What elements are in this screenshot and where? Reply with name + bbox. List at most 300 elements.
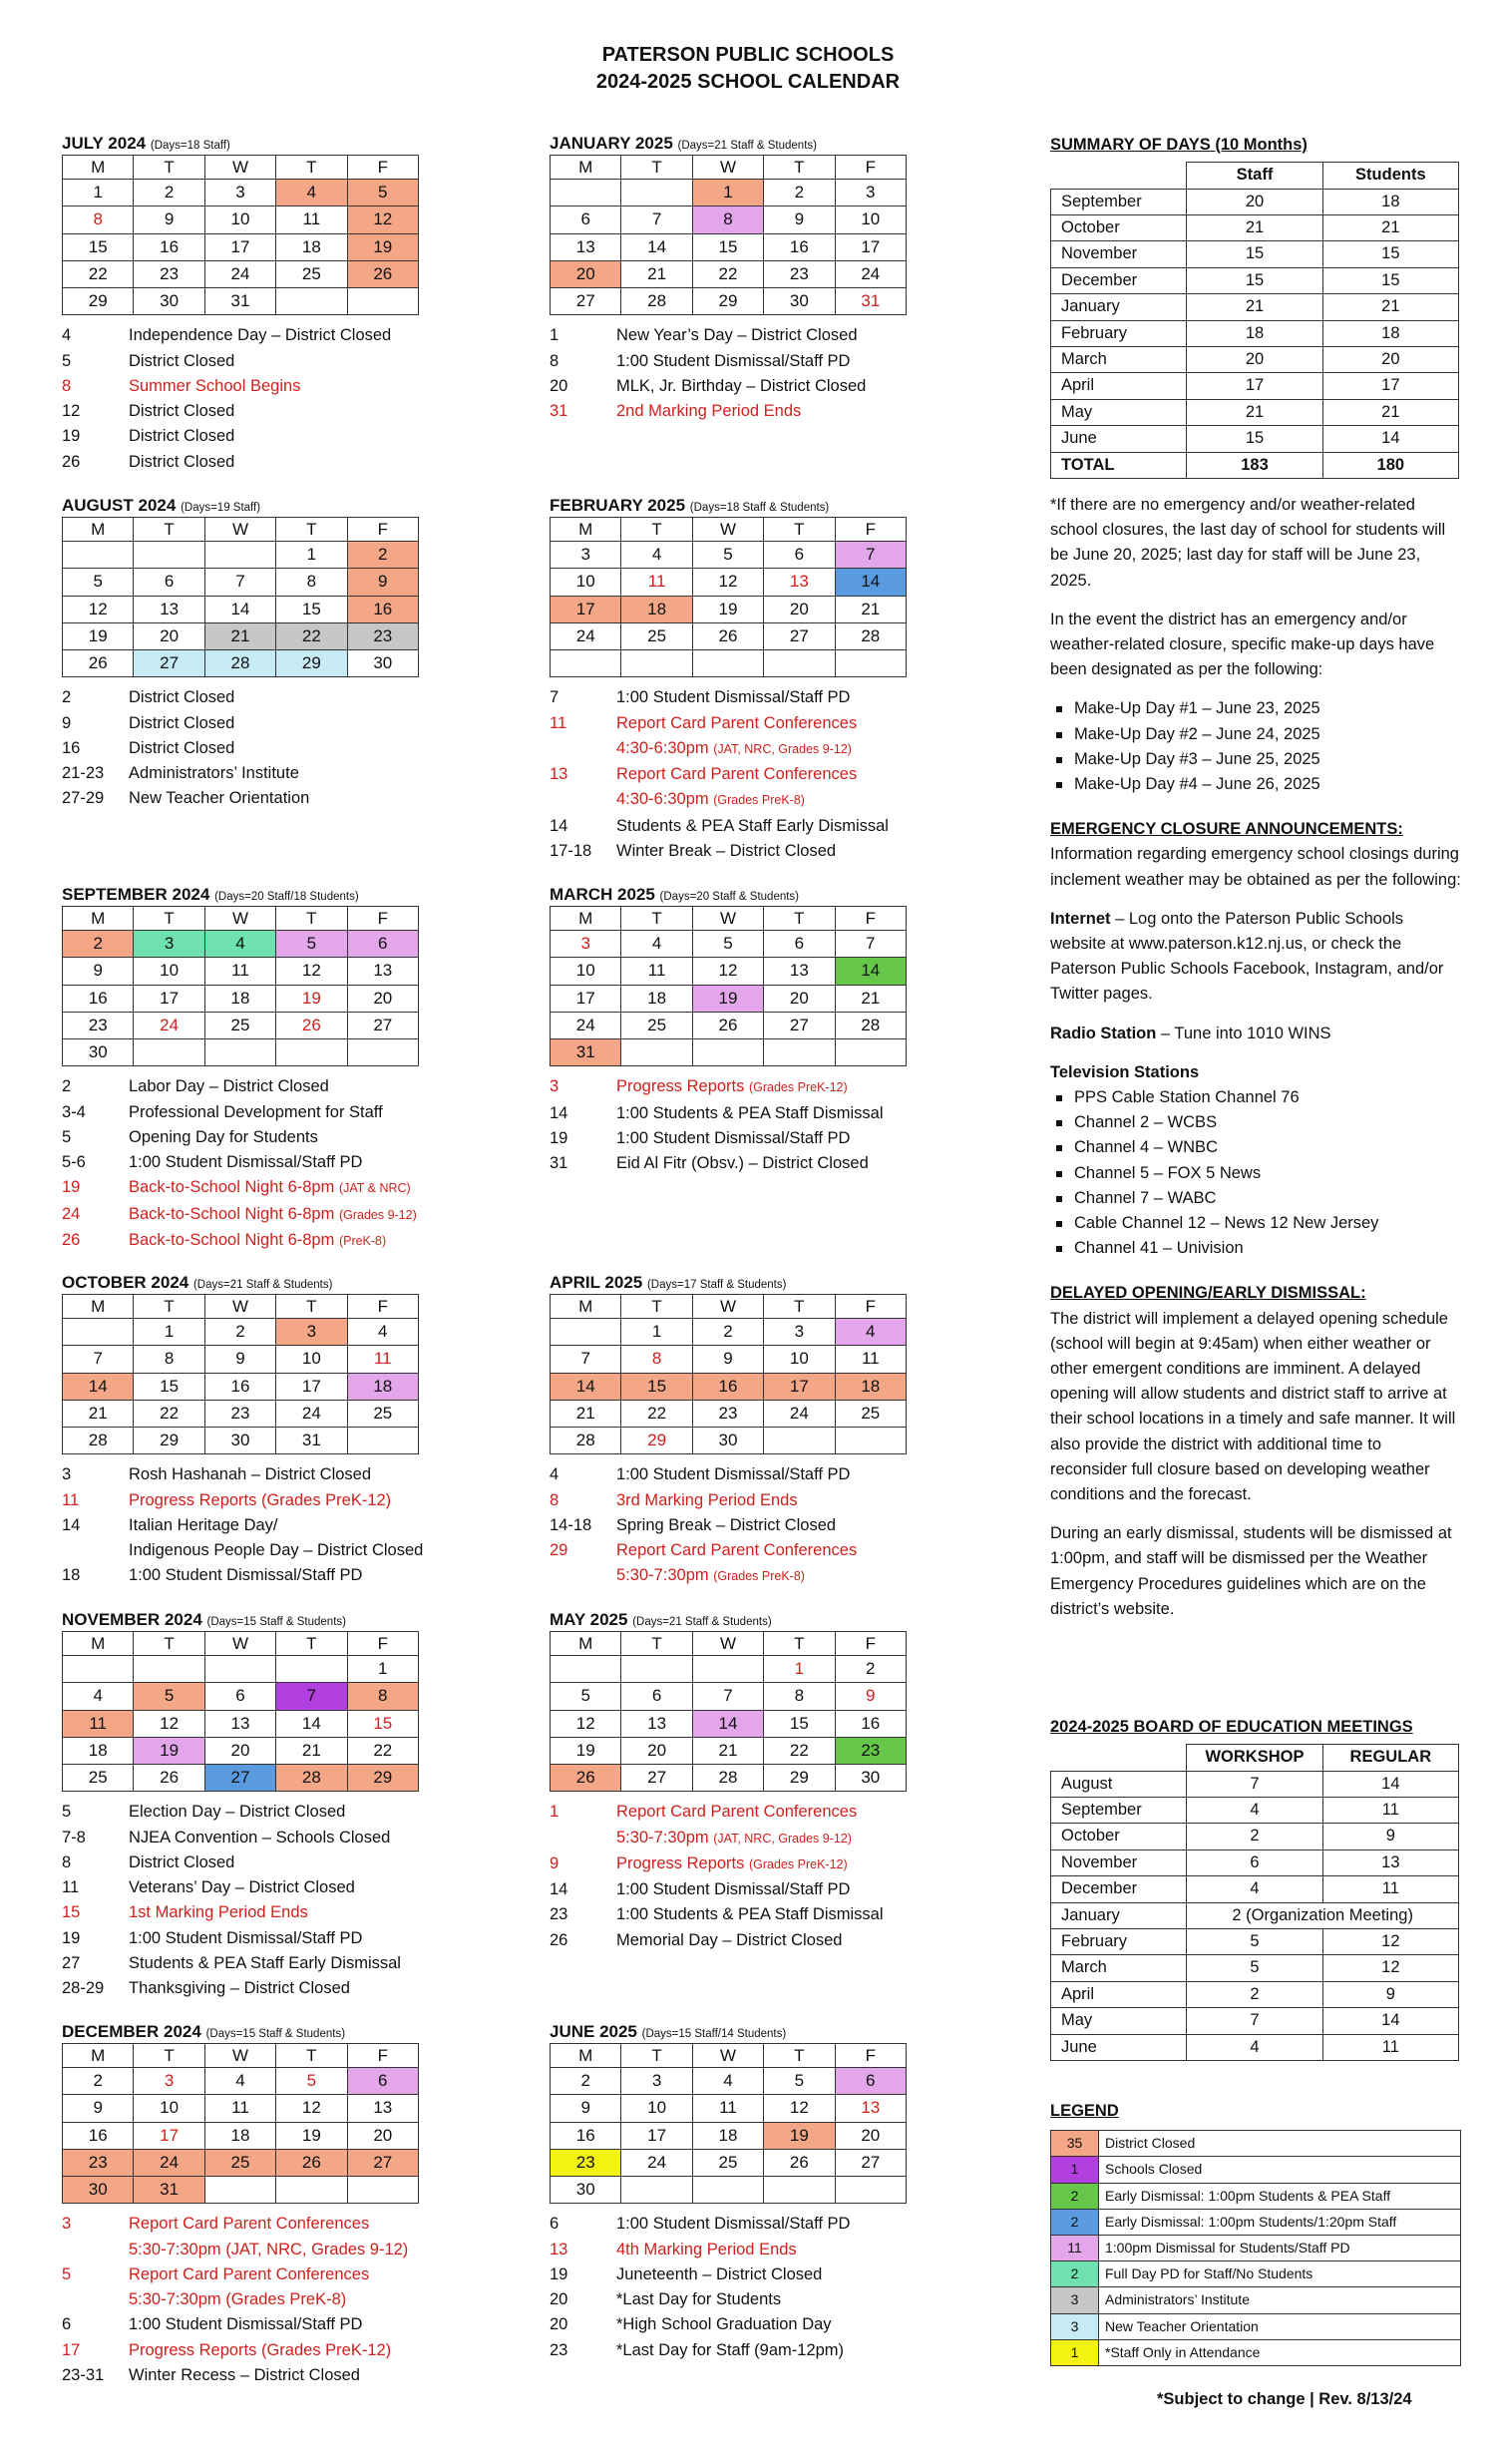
day-cell: 22 (276, 622, 347, 649)
event-description: 1:00 Student Dismissal/Staff PD (616, 688, 851, 707)
day-cell: 8 (764, 1683, 835, 1710)
weekday-header: T (621, 1632, 692, 1656)
day-cell (835, 650, 906, 677)
makeup-day-item: Make-Up Day #3 – June 25, 2025 (1052, 747, 1461, 772)
day-cell: 24 (204, 260, 275, 287)
board-cell: 4 (1187, 1797, 1322, 1823)
month-calendar (62, 133, 433, 475)
day-cell: 7 (835, 931, 906, 958)
month-events (550, 685, 921, 863)
day-cell: 7 (835, 542, 906, 569)
event-description: Opening Day for Students (129, 1127, 318, 1146)
day-cell: 8 (692, 206, 763, 233)
day-cell: 5 (551, 1683, 621, 1710)
day-cell: 2 (764, 180, 835, 206)
event-item (62, 2363, 433, 2388)
event-item (550, 685, 921, 710)
month-day-count: (Days=21 Staff & Students) (677, 140, 817, 152)
event-date: 1 (550, 326, 560, 345)
weekday-header: T (764, 2044, 835, 2068)
day-cell: 19 (692, 985, 763, 1012)
event-note: (Grades PreK-8) (713, 1569, 805, 1584)
day-cell: 14 (276, 1710, 347, 1737)
event-item (62, 711, 433, 736)
weekday-header: T (276, 907, 347, 931)
event-description: 1:00 Student Dismissal/Staff PD (616, 1465, 851, 1484)
legend-swatch: 3 (1051, 2313, 1099, 2339)
event-text (129, 1826, 390, 1850)
event-item (62, 374, 433, 399)
event-text (129, 1462, 371, 1487)
event-date: 21-23 (62, 764, 105, 783)
day-cell: 17 (204, 233, 275, 260)
day-cell (63, 1656, 134, 1683)
week-row (63, 288, 419, 315)
event-date: 11 (550, 713, 567, 732)
summary-blank-header (1051, 163, 1187, 189)
weekday-header: M (63, 518, 134, 542)
day-cell: 17 (134, 985, 204, 1012)
event-date: 8 (62, 376, 72, 395)
event-description: Juneteenth – District Closed (616, 2264, 823, 2283)
weekday-header: W (204, 1295, 275, 1319)
summary-cell: 18 (1322, 320, 1458, 346)
event-text (129, 1228, 386, 1254)
summary-cell: 15 (1187, 241, 1322, 267)
day-cell: 13 (347, 2095, 418, 2122)
weekday-header: F (347, 1295, 418, 1319)
day-cell: 12 (347, 206, 418, 233)
weekday-header: W (692, 156, 763, 180)
day-cell: 30 (835, 1765, 906, 1792)
day-cell: 5 (134, 1683, 204, 1710)
day-cell: 24 (551, 1012, 621, 1038)
month-calendar (550, 133, 921, 424)
day-cell: 25 (692, 2149, 763, 2176)
internet-text: – Log onto the Paterson Public Schools website at www.paterson.k12.nj.us, or check the Paterson Public Schools Facebook, Instagram, and/or Twitter pages. (1050, 909, 1444, 1004)
day-cell (63, 542, 134, 569)
right-column (1050, 133, 1461, 1622)
day-cell: 26 (347, 260, 418, 287)
summary-cell: 14 (1322, 426, 1458, 452)
day-cell: 19 (63, 622, 134, 649)
week-row (63, 650, 419, 677)
day-cell: 13 (551, 233, 621, 260)
event-text (616, 1151, 869, 1176)
week-row (63, 1428, 419, 1454)
month-calendar (62, 1609, 433, 2001)
weekday-header: T (134, 1295, 204, 1319)
day-cell: 10 (835, 206, 906, 233)
event-item (550, 762, 921, 787)
legend-label: 1:00pm Dismissal for Students/Staff PD (1099, 2236, 1461, 2261)
weekday-header: T (134, 518, 204, 542)
event-note: (PreK-8) (338, 1233, 387, 1248)
event-item (550, 711, 921, 736)
event-text (616, 736, 852, 762)
week-row (63, 1765, 419, 1792)
summary-cell: 20 (1187, 189, 1322, 214)
event-item (550, 2338, 921, 2363)
event-text (129, 1074, 329, 1099)
emergency-text: Information regarding emergency school closings during inclement weather may be obtained as per the following: (1050, 845, 1461, 889)
day-cell (134, 1656, 204, 1683)
day-cell: 26 (276, 2149, 347, 2176)
week-row (63, 1656, 419, 1683)
event-note: (Grades 9-12) (338, 1207, 417, 1222)
event-item (550, 1902, 921, 1927)
weekday-header: W (692, 907, 763, 931)
day-cell: 5 (276, 931, 347, 958)
day-cell: 18 (204, 985, 275, 1012)
day-cell: 11 (204, 958, 275, 985)
day-cell: 28 (835, 622, 906, 649)
month-events (550, 1074, 921, 1176)
month-calendar (62, 2021, 433, 2388)
event-item (62, 685, 433, 710)
day-cell: 12 (134, 1710, 204, 1737)
event-description: Report Card Parent Conferences (616, 713, 858, 732)
day-cell: 6 (551, 206, 621, 233)
weekday-header: F (347, 907, 418, 931)
weekday-header: F (835, 156, 906, 180)
day-cell: 2 (347, 542, 418, 569)
event-item (62, 1900, 433, 1925)
legend-swatch: 2 (1051, 2183, 1099, 2209)
week-row (63, 931, 419, 958)
weekday-header: W (204, 907, 275, 931)
day-cell: 23 (63, 1012, 134, 1038)
day-cell: 9 (835, 1683, 906, 1710)
board-cell: August (1051, 1771, 1187, 1797)
day-cell: 28 (692, 1765, 763, 1792)
legend-label: District Closed (1099, 2131, 1461, 2157)
event-text (129, 2287, 346, 2312)
event-text (616, 1462, 850, 1487)
day-cell: 27 (551, 288, 621, 315)
day-cell: 4 (621, 542, 692, 569)
day-cell: 15 (692, 233, 763, 260)
month-calendar (62, 884, 433, 1254)
day-cell: 9 (63, 2095, 134, 2122)
event-text (616, 1902, 884, 1927)
weekday-header: W (692, 2044, 763, 2068)
event-description: District Closed (129, 402, 235, 421)
day-cell: 7 (692, 1683, 763, 1710)
day-cell: 6 (835, 2068, 906, 2095)
event-description: 4:30-6:30pm (616, 790, 709, 809)
day-cell: 27 (621, 1765, 692, 1792)
event-text (616, 1101, 884, 1126)
day-cell: 2 (835, 1656, 906, 1683)
month-events (62, 685, 433, 811)
weekday-header: M (63, 1632, 134, 1656)
event-item (62, 424, 433, 449)
event-text (129, 349, 234, 374)
summary-cell: 15 (1322, 267, 1458, 293)
event-text (129, 1926, 362, 1951)
day-cell (347, 2177, 418, 2204)
day-cell: 22 (63, 260, 134, 287)
event-date: 13 (550, 765, 568, 784)
event-item (62, 2338, 433, 2363)
day-cell: 3 (764, 1319, 835, 1346)
day-cell: 10 (764, 1346, 835, 1373)
day-cell: 16 (551, 2122, 621, 2149)
weekday-header: F (835, 518, 906, 542)
day-cell: 28 (276, 1765, 347, 1792)
event-date: 24 (62, 1204, 81, 1223)
weekday-header: W (204, 2044, 275, 2068)
day-cell: 28 (551, 1428, 621, 1454)
summary-row (1051, 399, 1459, 425)
event-note: (JAT, NRC, Grades 9-12) (713, 1831, 852, 1846)
day-cell: 15 (621, 1373, 692, 1400)
event-item (62, 2312, 433, 2337)
week-row (551, 233, 907, 260)
event-text (616, 323, 858, 348)
day-cell: 29 (134, 1428, 204, 1454)
last-day-note: *If there are no emergency and/or weather-related school closures, the last day of school for students will be June 20, 2025; last day for staff will be June 23, 2025. (1050, 495, 1446, 590)
event-item (550, 736, 921, 762)
event-text (616, 1563, 805, 1589)
day-cell: 12 (692, 569, 763, 596)
event-description: Report Card Parent Conferences (616, 765, 858, 784)
event-description: 1:00 Student Dismissal/Staff PD (616, 351, 851, 370)
day-cell: 17 (134, 2122, 204, 2149)
event-text (616, 2238, 797, 2262)
event-description: Veterans’ Day – District Closed (129, 1878, 355, 1897)
day-cell: 8 (134, 1346, 204, 1373)
event-description: District Closed (129, 1852, 235, 1871)
event-item (62, 736, 433, 761)
board-cell: March (1051, 1955, 1187, 1981)
event-item (62, 786, 433, 811)
tv-station-item: Cable Channel 12 – News 12 New Jersey (1052, 1211, 1461, 1236)
day-cell: 25 (835, 1400, 906, 1427)
week-row (551, 2068, 907, 2095)
day-cell: 28 (835, 1012, 906, 1038)
event-text (616, 349, 850, 374)
day-cell: 20 (835, 2122, 906, 2149)
event-date: 19 (62, 427, 81, 446)
event-text (616, 2312, 832, 2337)
day-cell: 11 (204, 2095, 275, 2122)
legend-swatch: 2 (1051, 2261, 1099, 2287)
summary-cell: 21 (1187, 399, 1322, 425)
day-cell: 14 (204, 596, 275, 622)
day-cell: 10 (276, 1346, 347, 1373)
event-item (550, 1563, 921, 1589)
weekday-header: T (764, 1295, 835, 1319)
week-row (551, 1737, 907, 1764)
day-cell (276, 1039, 347, 1066)
day-cell: 7 (63, 1346, 134, 1373)
week-row (551, 1319, 907, 1346)
weekday-header: M (551, 1295, 621, 1319)
day-cell (692, 650, 763, 677)
week-row (551, 1039, 907, 1066)
board-cell: 7 (1187, 1771, 1322, 1797)
event-item (550, 2287, 921, 2312)
weekday-header: F (347, 1632, 418, 1656)
day-cell: 5 (63, 569, 134, 596)
day-cell: 11 (347, 1346, 418, 1373)
event-item (550, 2212, 921, 2237)
board-row (1051, 1824, 1459, 1849)
event-item (62, 2212, 433, 2237)
event-text (129, 424, 234, 449)
weekday-header: M (63, 2044, 134, 2068)
day-cell: 30 (764, 288, 835, 315)
day-cell: 1 (692, 180, 763, 206)
day-cell: 2 (63, 2068, 134, 2095)
month-title (550, 1609, 921, 1631)
month-events (62, 1462, 433, 1588)
day-cell (551, 650, 621, 677)
day-cell: 18 (276, 233, 347, 260)
event-item (550, 323, 921, 348)
event-date: 19 (550, 2264, 568, 2283)
day-cell: 26 (692, 1012, 763, 1038)
week-row (551, 1428, 907, 1454)
event-date: 14-18 (550, 1515, 592, 1534)
legend-swatch: 1 (1051, 2339, 1099, 2365)
event-item (550, 1826, 921, 1851)
day-cell: 8 (276, 569, 347, 596)
day-cell: 21 (835, 596, 906, 622)
day-cell: 30 (692, 1428, 763, 1454)
summary-row (1051, 373, 1459, 399)
event-description: 2nd Marking Period Ends (616, 402, 802, 421)
event-description: MLK, Jr. Birthday – District Closed (616, 376, 867, 395)
day-cell: 19 (276, 2122, 347, 2149)
day-cell (764, 650, 835, 677)
day-cell: 30 (347, 650, 418, 677)
day-cell: 11 (692, 2095, 763, 2122)
day-cell: 7 (621, 206, 692, 233)
week-row (551, 1400, 907, 1427)
tv-label: Television Stations (1050, 1062, 1200, 1081)
event-text (129, 1150, 362, 1175)
event-text (616, 2338, 844, 2363)
day-cell: 20 (764, 596, 835, 622)
month-name: AUGUST 2024 (62, 496, 177, 515)
month-calendar (550, 1609, 921, 1953)
event-date: 3 (62, 1465, 72, 1484)
event-description: 3rd Marking Period Ends (616, 1490, 798, 1509)
day-cell (764, 1428, 835, 1454)
day-cell: 18 (621, 985, 692, 1012)
weekday-header: M (551, 907, 621, 931)
event-date: 8 (550, 351, 560, 370)
radio-info (1050, 1022, 1461, 1046)
day-cell: 14 (551, 1373, 621, 1400)
event-date: 1 (550, 1803, 560, 1822)
day-cell: 23 (764, 260, 835, 287)
week-row (551, 260, 907, 287)
day-cell: 4 (204, 2068, 275, 2095)
event-date: 23-31 (62, 2365, 105, 2384)
event-date: 14 (550, 816, 568, 835)
event-text (129, 1175, 411, 1201)
day-cell: 15 (347, 1710, 418, 1737)
day-cell: 5 (692, 542, 763, 569)
day-cell: 16 (692, 1373, 763, 1400)
day-cell (134, 1039, 204, 1066)
day-cell: 20 (134, 622, 204, 649)
summary-cell: February (1051, 320, 1187, 346)
event-item (62, 2238, 433, 2262)
day-cell: 2 (63, 931, 134, 958)
event-date: 9 (550, 1853, 560, 1872)
legend-section (1050, 2099, 1461, 2366)
month-day-count: (Days=18 Staff) (150, 140, 230, 152)
event-description: Report Card Parent Conferences (616, 1541, 858, 1560)
event-date: 26 (550, 1930, 568, 1949)
internet-info (1050, 907, 1461, 1008)
day-cell (276, 288, 347, 315)
board-cell: 11 (1322, 2034, 1458, 2060)
week-row (551, 2149, 907, 2176)
event-date: 9 (62, 713, 72, 732)
event-item (550, 374, 921, 399)
week-row (63, 1710, 419, 1737)
event-date: 8 (550, 1490, 560, 1509)
day-cell (204, 1039, 275, 1066)
day-cell: 19 (347, 233, 418, 260)
legend-label: Full Day PD for Staff/No Students (1099, 2261, 1461, 2287)
event-date: 4 (62, 326, 72, 345)
week-row (63, 1683, 419, 1710)
board-cell: April (1051, 1981, 1187, 2007)
event-text (616, 814, 889, 839)
day-cell: 28 (621, 288, 692, 315)
day-cell: 29 (692, 288, 763, 315)
day-cell: 25 (621, 622, 692, 649)
weekday-header: T (764, 907, 835, 931)
summary-cell: 20 (1187, 346, 1322, 372)
day-cell: 27 (764, 622, 835, 649)
board-title: 2024-2025 BOARD OF EDUCATION MEETINGS (1050, 1718, 1413, 1736)
event-item (62, 1150, 433, 1175)
event-text (129, 1202, 417, 1228)
day-cell: 6 (204, 1683, 275, 1710)
day-cell (551, 1656, 621, 1683)
day-cell: 30 (551, 2177, 621, 2204)
event-date: 6 (550, 2215, 560, 2234)
summary-cell: 183 (1187, 452, 1322, 478)
month-events (62, 323, 433, 474)
event-item (62, 2262, 433, 2287)
month-title (550, 2021, 921, 2043)
day-cell: 13 (204, 1710, 275, 1737)
day-cell: 9 (134, 206, 204, 233)
day-cell: 16 (764, 233, 835, 260)
month-calendar (550, 2021, 921, 2363)
board-cell: 6 (1187, 1849, 1322, 1875)
event-note: (Grades PreK-12) (748, 1856, 848, 1871)
day-cell (764, 1039, 835, 1066)
day-cell: 2 (134, 180, 204, 206)
day-cell: 21 (276, 1737, 347, 1764)
month-day-count: (Days=20 Staff & Students) (659, 891, 800, 903)
week-row (551, 958, 907, 985)
week-row (551, 1656, 907, 1683)
tv-station-item: Channel 4 – WNBC (1052, 1135, 1461, 1160)
event-item (62, 1488, 433, 1513)
day-cell (764, 2177, 835, 2204)
